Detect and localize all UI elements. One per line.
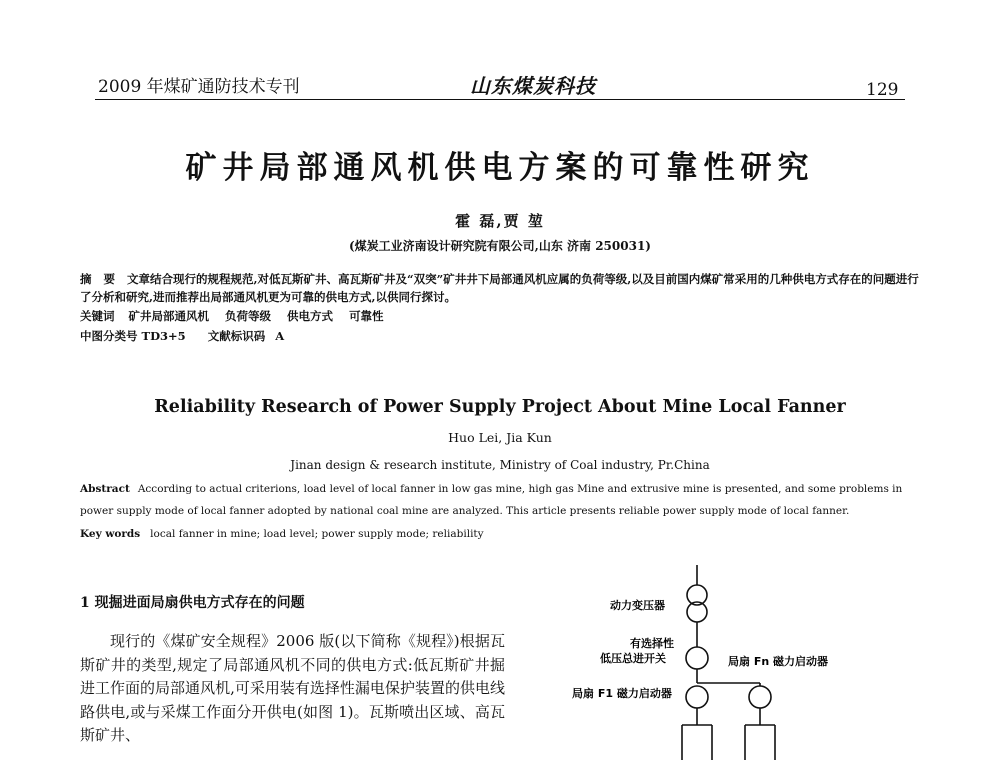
document-code-value: A [275, 329, 285, 343]
starter-f1-symbol [686, 686, 708, 708]
label-switch-line2: 低压总进开关 [600, 652, 666, 665]
abstract-cn-text: 文章结合现行的规程规范,对低瓦斯矿井、高瓦斯矿井及“双突”矿井井下局部通风机应属的负荷等级,以及目前国内煤矿常采用的几种供电方式存在的问题进行了分析和研究,进而推荐出局部通风机更为可靠的供电方式,以供同行探讨。 [80, 272, 919, 304]
abstract-en [80, 478, 925, 522]
keyword-cn: 供电方式 [287, 309, 334, 323]
abstract-en-text: According to actual criterions, load level of local fanner in low gas mine, high gas Mine and extrusive mine is presented, and some problems in power supply mode of local fanner adopted by national coal mine are analyzed. This article presents reliable power supply mode of local fanner. [80, 483, 903, 517]
affiliation-en: Jinan design & research institute, Ministry of Coal industry, Pr.China [290, 458, 710, 472]
classification-value: TD3+5 [141, 329, 186, 343]
section-body [80, 630, 505, 748]
keyword-cn: 可靠性 [349, 309, 384, 323]
abstract-cn [80, 270, 920, 306]
abstract-en-label: Abstract [80, 483, 130, 495]
classification-label: 中图分类号 [80, 329, 138, 343]
journal-issue: 2009 年煤矿通防技术专刊 [98, 77, 300, 97]
keyword-cn: 负荷等级 [225, 309, 272, 323]
main-switch-symbol [686, 647, 708, 669]
journal-logo: 山东煤炭科技 [470, 74, 596, 98]
power-supply-diagram [560, 565, 900, 760]
starter-fn-symbol [749, 686, 771, 708]
authors-cn: 霍 磊,贾 堃 [455, 212, 545, 230]
affiliation-cn: (煤炭工业济南设计研究院有限公司,山东 济南 250031) [349, 239, 651, 253]
keywords-en-label: Key words [80, 528, 141, 540]
label-transformer: 动力变压器 [610, 599, 665, 612]
keywords-en [80, 528, 484, 540]
keywords-en-text: local fanner in mine; load level; power supply mode; reliability [150, 528, 484, 540]
body-paragraph: 现行的《煤矿安全规程》2006 版(以下简称《规程》)根据瓦斯矿井的类型,规定了局部通风机不同的供电方式:低瓦斯矿井掘进工作面的局部通风机,可采用装有选择性漏电保护装置的供电线路供电,或与采煤工作面分开供电(如图 1)。瓦斯喷出区域、高瓦斯矿井、 [80, 632, 505, 744]
keyword-cn: 矿井局部通风机 [128, 309, 210, 323]
header-divider [95, 99, 905, 100]
label-starter-f1: 局扇 F1 磁力启动器 [572, 687, 672, 700]
label-starter-fn: 局扇 Fn 磁力启动器 [728, 655, 829, 668]
keywords-cn [80, 308, 396, 324]
classification-line [80, 328, 284, 344]
section-heading: 1 现掘进面局扇供电方式存在的问题 [80, 595, 305, 611]
label-switch-line1: 有选择性 [630, 637, 674, 650]
keywords-cn-label: 关键词 [80, 309, 115, 323]
document-code-label: 文献标识码 [207, 329, 266, 343]
abstract-cn-label: 摘 要 [80, 272, 120, 286]
article-title-en: Reliability Research of Power Supply Project About Mine Local Fanner [154, 397, 846, 417]
page-number: 129 [866, 80, 899, 100]
article-title-cn: 矿井局部通风机供电方案的可靠性研究 [185, 150, 815, 186]
authors-en: Huo Lei, Jia Kun [448, 430, 552, 445]
